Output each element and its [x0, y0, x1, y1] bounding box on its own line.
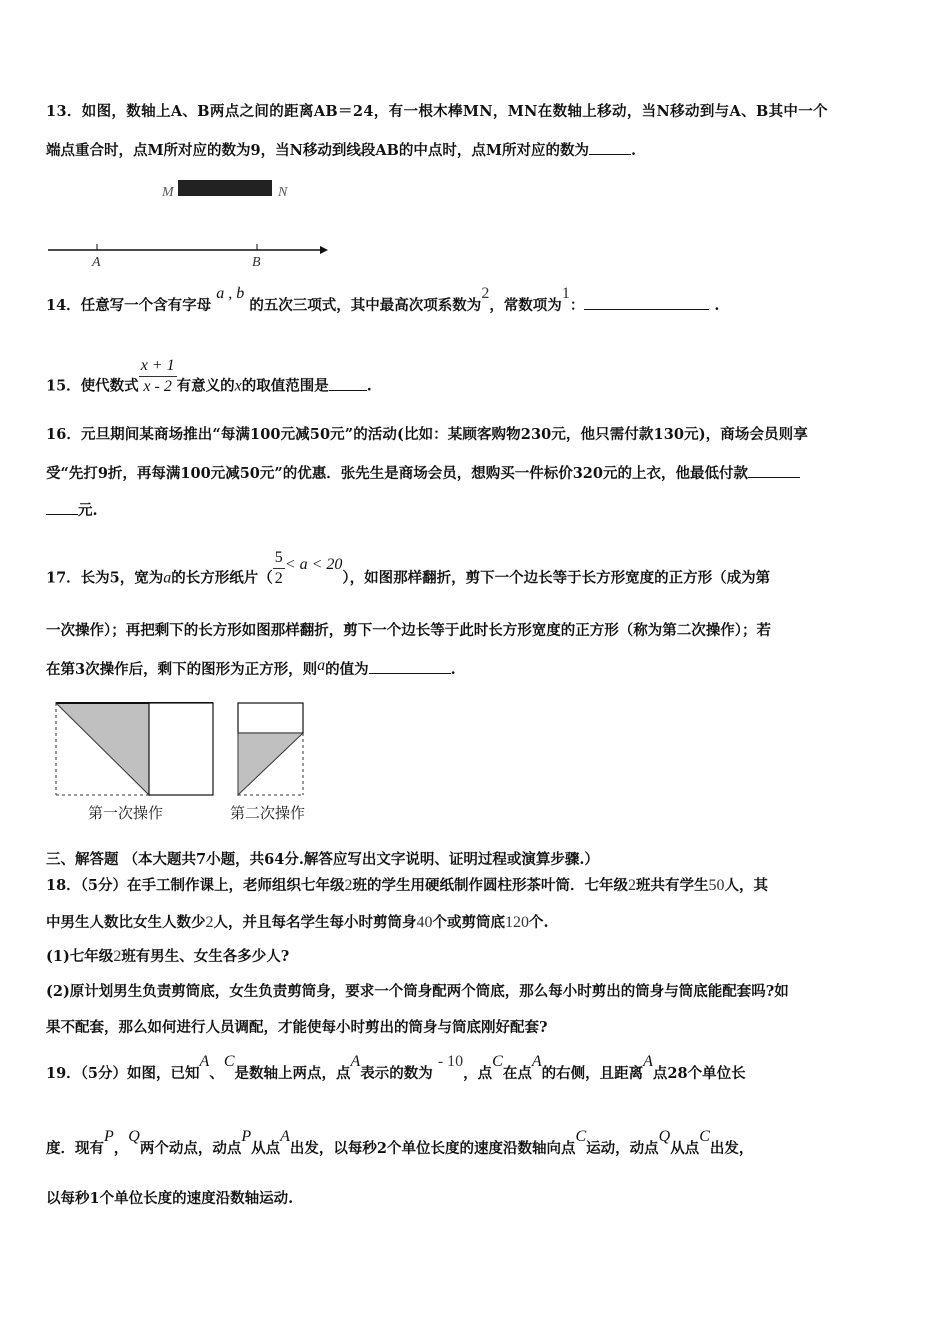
q18-text: 班的学生用硬纸制作圆柱形茶叶筒．七年级: [352, 877, 629, 894]
point-q: Q: [128, 1128, 140, 1145]
q19-line3: 以每秒1个单位长度的速度沿数轴运动.: [46, 1190, 294, 1207]
math-coef: 2: [481, 285, 490, 302]
q18-text: 人，并且每名学生每小时剪筒身: [213, 914, 417, 931]
q17-text: 17．长为5，宽为: [46, 569, 164, 587]
q18-text: 人，其: [724, 877, 769, 894]
q18-text: 班共有学生: [636, 877, 709, 894]
math-var: a: [317, 657, 326, 674]
point-p: P: [241, 1128, 252, 1145]
q13-text: 端点重合时，点M所对应的数为9，当N移动到线段AB的中点时，点M所对应的数为: [46, 142, 589, 159]
q19-text: ，点: [463, 1065, 493, 1082]
q19-text: 点28个单位长: [652, 1065, 746, 1082]
caption-second-operation: 第二次操作: [230, 804, 306, 822]
q14-text: 14．任意写一个含有字母: [46, 297, 212, 314]
num: 2: [628, 877, 637, 894]
q17-line3: [46, 659, 456, 680]
q19-text: 度．现有: [46, 1140, 104, 1157]
q18-text: 个.: [529, 914, 549, 931]
q16-line3: [46, 500, 98, 521]
label-n: N: [278, 185, 288, 200]
q19-text: 两个动点，动点: [139, 1140, 242, 1157]
q17-line2: 一次操作）；再把剩下的长方形如图那样翻折，剪下一个边长等于此时长方形宽度的正方形（称为第二次操作）；若: [46, 622, 771, 639]
q19-text: 表示的数为: [360, 1065, 433, 1082]
q14-line: [46, 285, 720, 316]
figure-first-operation: [56, 703, 213, 795]
q16-line1: 16．元旦期间某商场推出“每满100元减50元”的活动(比如：某顾客购物230元，他只需付款130元)，商场会员则享: [46, 426, 808, 443]
numerator: x + 1: [139, 356, 177, 377]
caption-first-operation: 第一次操作: [88, 804, 164, 822]
q18-text: 中男生人数比女生人数少: [46, 914, 206, 931]
q18-line1: [46, 876, 768, 896]
fraction: [273, 548, 285, 589]
q18-text: 18．（5分）在手工制作课上，老师组织七年级: [46, 877, 345, 894]
q19-text: 19．（5分）如图，已知: [46, 1065, 200, 1082]
q19-text: 出发，以每秒2个单位长度的速度沿数轴向点: [289, 1140, 576, 1157]
arrow-icon: [320, 246, 328, 254]
q17-text: 的值为: [325, 661, 369, 678]
num: 50: [708, 877, 725, 894]
math-const: 1: [561, 285, 570, 302]
q19-text: 出发，: [709, 1140, 754, 1157]
answer-blank: [589, 140, 631, 155]
point-a: A: [531, 1053, 542, 1070]
point-c: C: [223, 1053, 235, 1070]
q17-line1: [46, 549, 771, 599]
num: - 10: [437, 1053, 464, 1070]
figure-second-operation: [238, 703, 303, 795]
answer-blank: [329, 376, 367, 391]
q15-end: .: [366, 377, 372, 395]
q16-text: 受“先打9折，再每满100元减50元”的优惠．张先生是商场会员，想购买一件标价320元的上衣，他最低付款: [46, 465, 748, 482]
q14-end: .: [714, 297, 720, 314]
q19-line2: [46, 1128, 754, 1159]
q13-line1: 13．如图，数轴上A、B两点之间的距离AB＝24，有一根木棒MN，MN在数轴上移动，当N移动到与A、B其中一个: [46, 103, 828, 120]
point-p: P: [104, 1128, 114, 1145]
answer-blank: [46, 500, 78, 515]
q18-part2-line2: 果不配套，那么如何进行人员调配，才能使每小时剪出的筒身与筒底刚好配套?: [46, 1019, 548, 1036]
answer-blank: [369, 659, 451, 674]
denominator: x - 2: [143, 378, 172, 395]
q19-text: 从点: [670, 1140, 700, 1157]
q16-text: 元.: [78, 502, 98, 519]
q19-text: 从点: [251, 1140, 281, 1157]
numerator: 5: [273, 548, 285, 569]
q19-text: 运动，动点: [586, 1140, 659, 1157]
q15-text: 的取值范围是: [241, 377, 329, 395]
answer-blank: [584, 295, 709, 310]
num: 40: [416, 914, 433, 931]
q15-text: 15．使代数式: [46, 377, 139, 395]
math-var: a: [163, 569, 172, 587]
q17-end: .: [450, 661, 456, 678]
num: 120: [505, 914, 529, 931]
q18-text: (1)七年级: [46, 948, 114, 965]
q13-figure: [40, 170, 340, 270]
label-b: B: [252, 255, 261, 270]
q14-text: ：: [569, 297, 585, 314]
q18-line2: [46, 913, 549, 933]
q19-text: 的右侧，且距离: [541, 1065, 644, 1082]
q17-text: 在第3次操作后，剩下的图形为正方形，则: [46, 661, 318, 678]
stick-mn: [178, 180, 272, 196]
fraction: [139, 356, 177, 397]
point-a: A: [643, 1053, 653, 1070]
math-vars: a , b: [216, 285, 245, 302]
inequality: < a < 20: [284, 555, 343, 573]
point-c: C: [492, 1053, 503, 1070]
q17-text: ），如图那样翻折，剪下一个边长等于长方形宽度的正方形（成为第: [342, 569, 771, 587]
q19-text: 在点: [502, 1065, 532, 1082]
point-c: C: [575, 1128, 587, 1145]
point-a: A: [199, 1053, 210, 1070]
denominator: 2: [274, 570, 283, 587]
q17-text: 的长方形纸片（: [171, 569, 273, 587]
math-var: x: [234, 377, 242, 395]
q18-part2-line1: (2)原计划男生负责剪筒底，女生负责剪筒身，要求一个筒身配两个筒底，那么每小时剪出的筒身与筒底能配套吗?如: [46, 983, 789, 1000]
num: 2: [344, 877, 353, 894]
point-q: Q: [658, 1128, 671, 1145]
answer-blank: [748, 463, 800, 478]
q14-text: 的五次三项式，其中最高次项系数为: [249, 297, 482, 314]
q18-text: 班有男生、女生各多少人?: [121, 948, 290, 965]
point-a: A: [280, 1128, 290, 1145]
point-a: A: [350, 1053, 361, 1070]
q14-text: ，常数项为: [489, 297, 562, 314]
point-c: C: [699, 1128, 710, 1145]
q18-part1: [46, 947, 289, 967]
q16-line2: [46, 463, 800, 484]
q19-text: ，: [113, 1140, 129, 1157]
q19-text: 、: [209, 1065, 224, 1082]
num: 2: [205, 914, 214, 931]
q13-line2: [46, 140, 636, 161]
q18-text: 个或剪筒底: [432, 914, 505, 931]
label-m: M: [162, 185, 174, 200]
q17-figures: [50, 700, 320, 800]
num: 2: [113, 948, 122, 965]
q15-line: [46, 357, 372, 407]
q15-text: 有意义的: [176, 377, 235, 395]
q19-line1: [46, 1053, 746, 1084]
q13-end: .: [630, 142, 637, 159]
section-heading: 三、解答题 （本大题共7小题，共64分.解答应写出文字说明、证明过程或演算步骤.）: [46, 851, 599, 868]
q19-text: 是数轴上两点，点: [234, 1065, 351, 1082]
label-a: A: [92, 255, 101, 270]
